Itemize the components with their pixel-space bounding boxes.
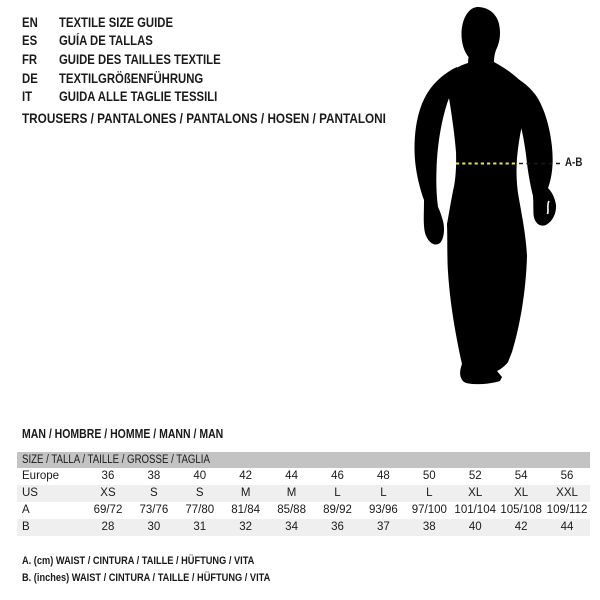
table-row-a-cm <box>17 502 590 519</box>
language-row-fr <box>22 50 221 69</box>
size-value: 109/112 <box>546 504 588 516</box>
language-code: IT <box>22 89 33 105</box>
table-row-us <box>17 485 590 502</box>
size-value: 89/92 <box>323 504 352 516</box>
size-value: 34 <box>285 521 298 533</box>
size-table-header <box>17 452 590 468</box>
size-value: 44 <box>560 521 574 533</box>
language-label: GUIDA ALLE TAGLIE TESSILI <box>58 89 218 105</box>
size-table <box>17 452 590 536</box>
size-value: 38 <box>422 521 436 533</box>
size-value: L <box>334 487 341 499</box>
language-guide-list <box>22 13 259 106</box>
measure-legend-text-a: A. (cm) WAIST / CINTURA / TAILLE / HÜFTUNG / VITA <box>22 555 255 567</box>
row-label: B <box>22 521 30 533</box>
language-code: FR <box>22 51 38 67</box>
language-row-es <box>22 32 221 51</box>
language-label: TEXTILGRÖßENFÜHRUNG <box>58 70 204 86</box>
size-value: 77/80 <box>185 504 215 516</box>
size-value: S <box>195 487 204 499</box>
gender-heading <box>22 427 262 441</box>
row-label: Europe <box>22 470 60 482</box>
size-value: XXL <box>556 487 578 499</box>
row-label: A <box>22 504 30 516</box>
size-value: S <box>150 487 158 499</box>
table-row-europe <box>17 468 590 485</box>
size-value: 81/84 <box>231 504 261 516</box>
size-value: 54 <box>514 470 528 482</box>
size-value: 50 <box>422 470 436 482</box>
size-value: 105/108 <box>500 504 542 516</box>
size-value: 101/104 <box>454 504 496 516</box>
language-label: GUÍA DE TALLAS <box>58 33 153 49</box>
size-value: XL <box>514 487 529 499</box>
size-value: 40 <box>193 470 207 482</box>
size-value: 28 <box>101 521 115 533</box>
silhouette-body <box>447 7 529 384</box>
size-value: 30 <box>147 521 161 533</box>
language-row-it <box>22 87 221 106</box>
size-value: 52 <box>468 470 482 482</box>
language-label: GUIDE DES TAILLES TEXTILE <box>58 51 221 67</box>
measure-legend-line-b <box>22 570 318 587</box>
size-value: 31 <box>193 521 207 533</box>
language-code: DE <box>22 70 38 86</box>
size-value: L <box>380 487 387 499</box>
garment-heading-text: TROUSERS / PANTALONES / PANTALONS / HOSEN / PANTALONI <box>22 110 386 126</box>
language-code: EN <box>22 14 38 30</box>
row-label: US <box>22 487 38 499</box>
language-label: TEXTILE SIZE GUIDE <box>58 14 174 30</box>
size-value: 48 <box>377 470 390 482</box>
garment-heading <box>22 110 455 127</box>
size-value: XS <box>100 487 116 499</box>
size-value: 97/100 <box>411 504 447 516</box>
size-value: 46 <box>331 470 344 482</box>
size-value: 69/72 <box>93 504 123 516</box>
size-value: L <box>426 487 433 499</box>
gender-heading-text: MAN / HOMBRE / HOMME / MANN / MAN <box>22 427 224 441</box>
waist-measure-label-text: A-B <box>565 157 583 169</box>
size-value: 73/76 <box>139 504 169 516</box>
size-value: 36 <box>331 521 344 533</box>
language-row-de <box>22 69 221 88</box>
size-value: M <box>240 487 251 499</box>
size-value: M <box>286 487 297 499</box>
size-value: 85/88 <box>277 504 306 516</box>
size-value: 93/96 <box>369 504 398 516</box>
size-value: 44 <box>285 470 298 482</box>
waist-measure-label <box>565 157 585 169</box>
size-value: 36 <box>101 470 115 482</box>
measure-legend <box>22 553 318 587</box>
table-row-b-inches <box>17 519 590 536</box>
size-table-header-text: SIZE / TALLA / TAILLE / GRÖSSE / TAGLIA <box>22 454 210 466</box>
measure-legend-text-b: B. (inches) WAIST / CINTURA / TAILLE / HÜFTUNG / VITA <box>22 572 271 584</box>
size-value: 40 <box>468 521 482 533</box>
size-value: 32 <box>239 521 253 533</box>
size-value: 42 <box>514 521 528 533</box>
size-value: 37 <box>377 521 390 533</box>
size-value: XL <box>468 487 483 499</box>
language-code: ES <box>22 33 38 49</box>
size-value: 56 <box>560 470 574 482</box>
size-value: 42 <box>239 470 253 482</box>
measure-legend-line-a <box>22 553 318 570</box>
man-silhouette-figure <box>405 0 600 410</box>
size-value: 38 <box>147 470 161 482</box>
language-row-en <box>22 13 221 32</box>
